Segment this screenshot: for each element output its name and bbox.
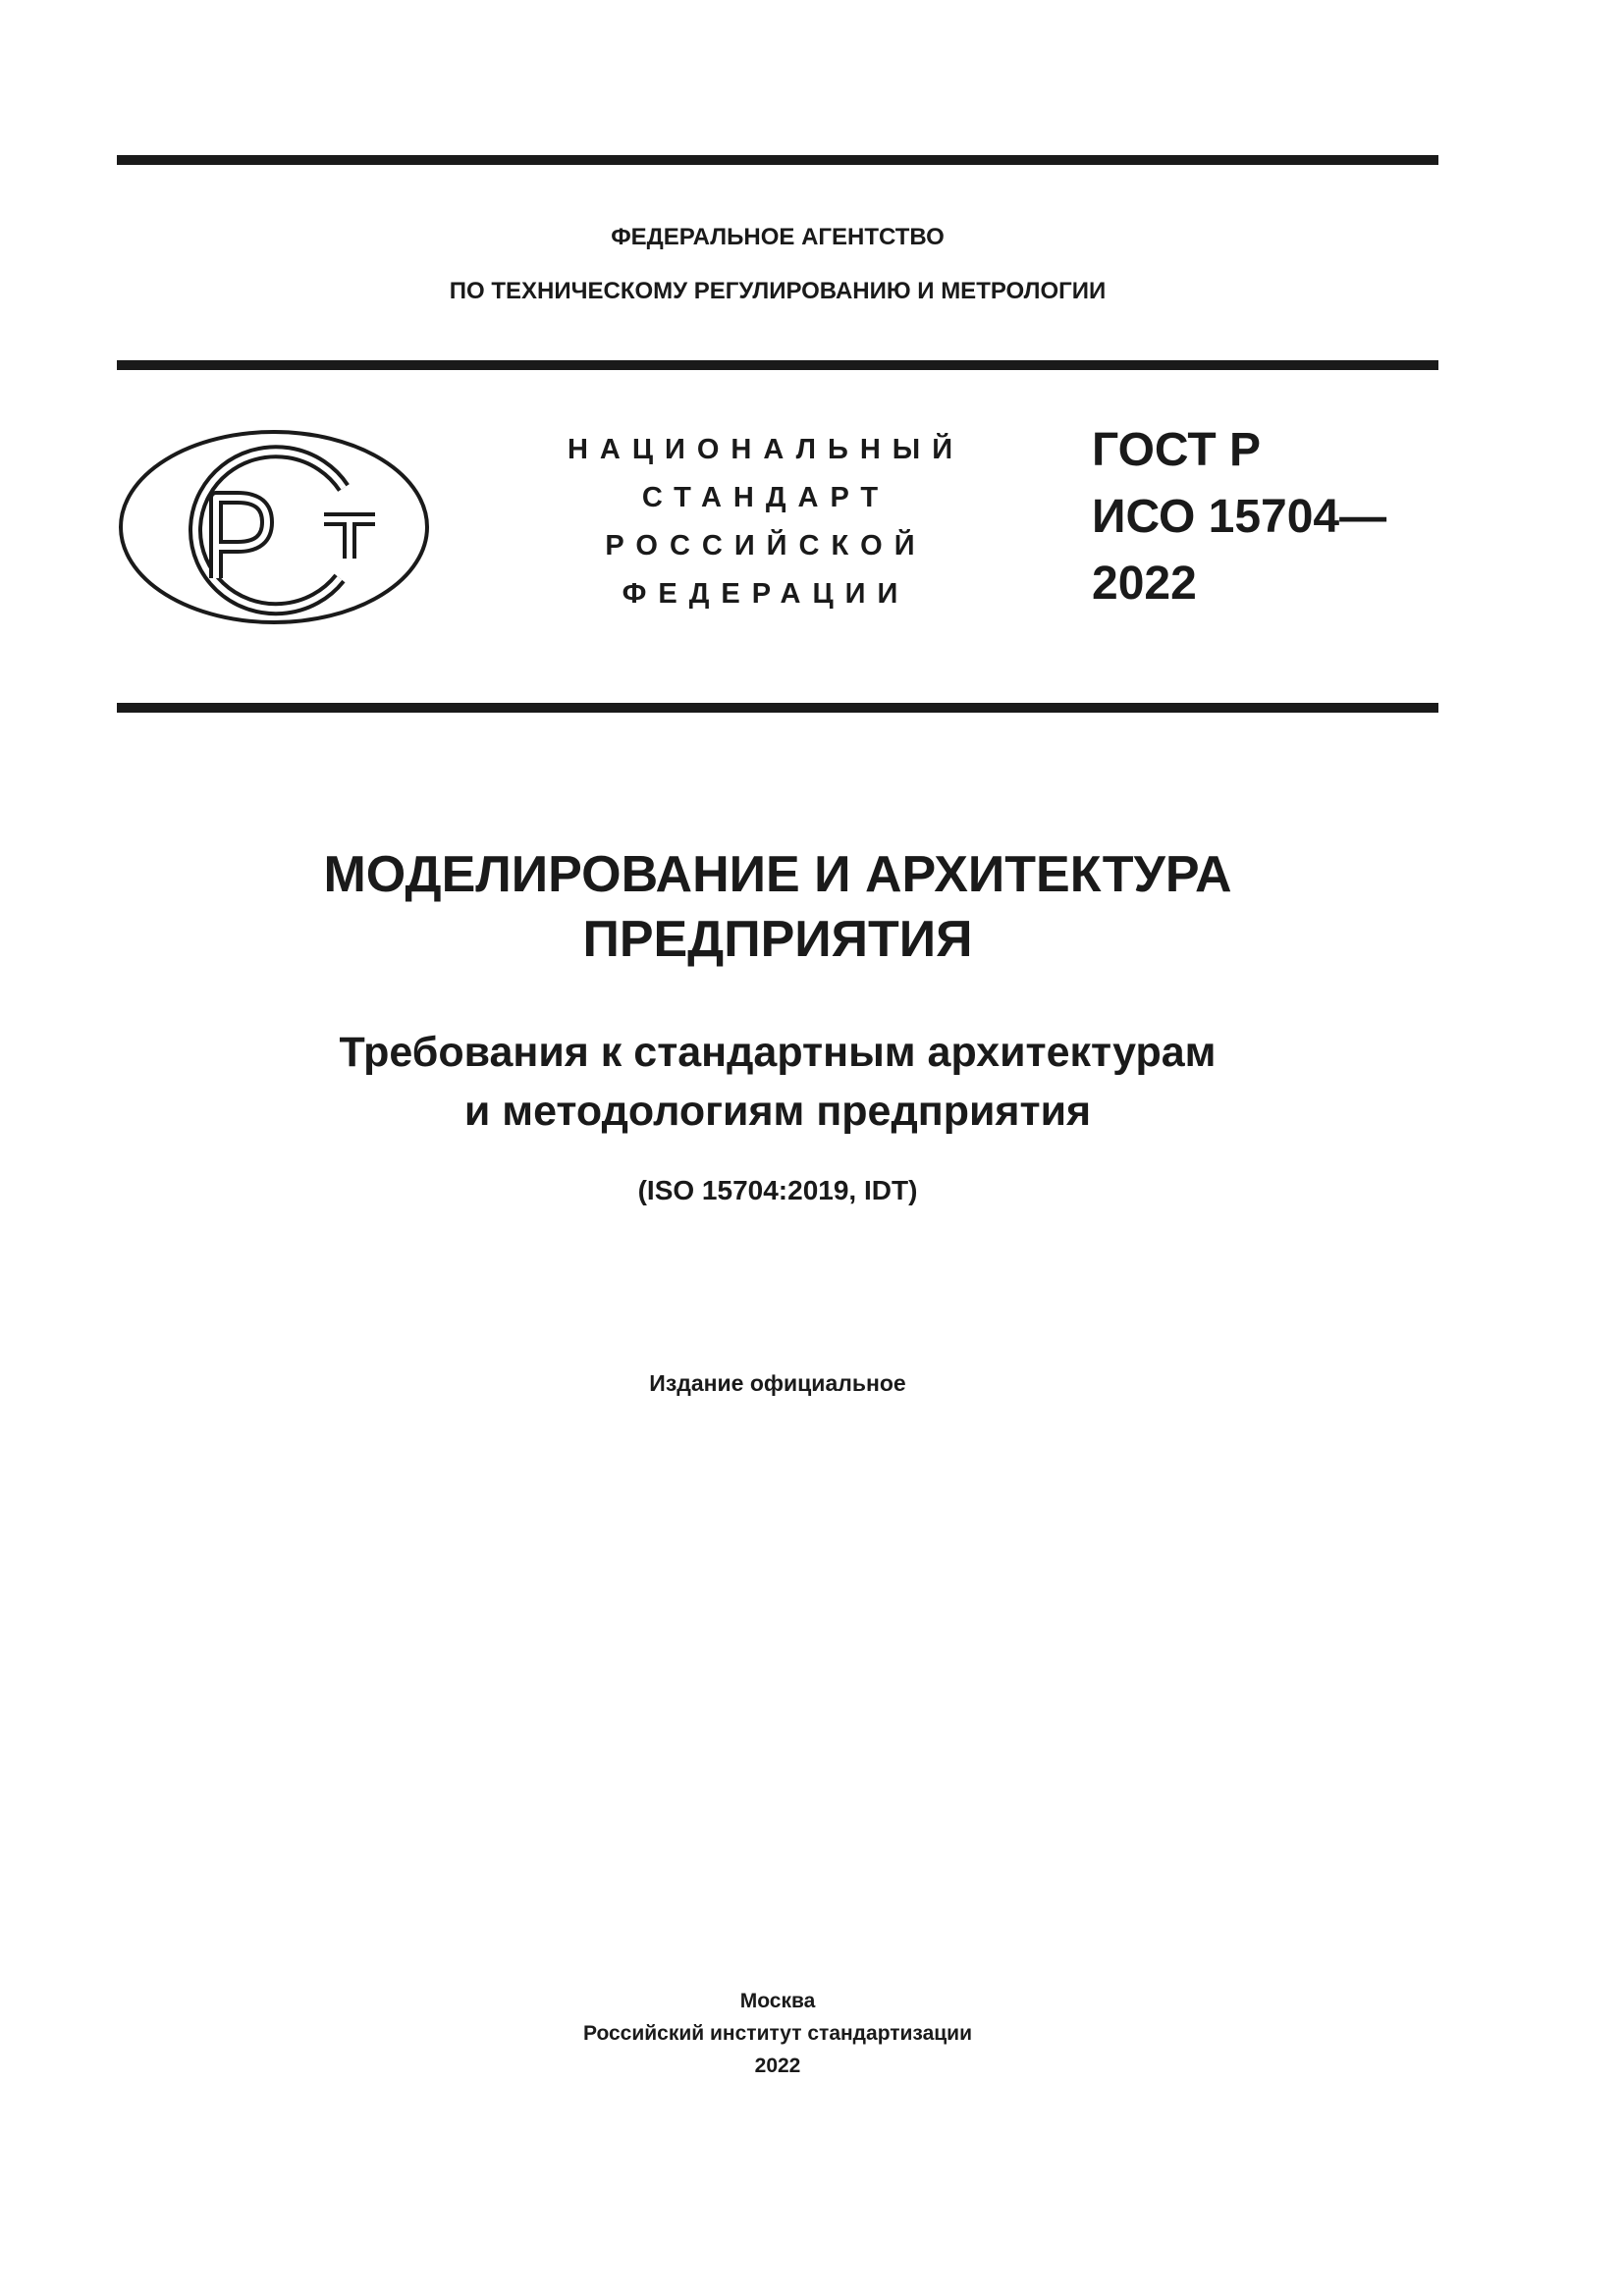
title-line-1: МОДЕЛИРОВАНИЕ И АРХИТЕКТУРА — [323, 846, 1232, 903]
rst-certification-mark-icon — [118, 429, 430, 625]
publisher-city: Москва — [739, 1990, 816, 2012]
document-title — [117, 842, 1438, 972]
publisher-name: Российский институт стандартизации — [582, 2022, 973, 2045]
designation-line-3: 2022 — [1092, 558, 1197, 610]
standard-type-line-4: ФЕДЕРАЦИИ — [622, 578, 910, 610]
header-rule — [117, 360, 1438, 370]
document-subtitle — [117, 1023, 1438, 1141]
edition-label: Издание официальное — [649, 1370, 906, 1396]
publication-year: 2022 — [754, 2055, 801, 2077]
header-bottom-rule — [117, 703, 1438, 713]
standard-type-line-2: СТАНДАРТ — [641, 482, 891, 513]
subtitle-line-1: Требования к стандартным архитектурам — [339, 1029, 1217, 1076]
subtitle-line-2: и методологиям предприятия — [463, 1088, 1092, 1135]
designation-line-2: ИСО 15704— — [1092, 491, 1387, 543]
publisher-block — [117, 1985, 1438, 2082]
agency-name-line-2: ПО ТЕХНИЧЕСКОМУ РЕГУЛИРОВАНИЮ И МЕТРОЛОГИИ — [449, 278, 1107, 304]
title-line-2: ПРЕДПРИЯТИЯ — [582, 911, 973, 968]
standard-type-line-3: РОССИЙСКОЙ — [605, 530, 927, 561]
standard-type-line-1: НАЦИОНАЛЬНЫЙ — [567, 434, 965, 465]
top-rule — [117, 155, 1438, 165]
iso-reference: (ISO 15704:2019, IDT) — [637, 1175, 918, 1205]
standard-designation — [1092, 417, 1386, 617]
agency-name-line-1: ФЕДЕРАЛЬНОЕ АГЕНТСТВО — [611, 224, 945, 250]
designation-line-1: ГОСТ Р — [1092, 424, 1262, 476]
standard-type-label — [550, 426, 982, 618]
